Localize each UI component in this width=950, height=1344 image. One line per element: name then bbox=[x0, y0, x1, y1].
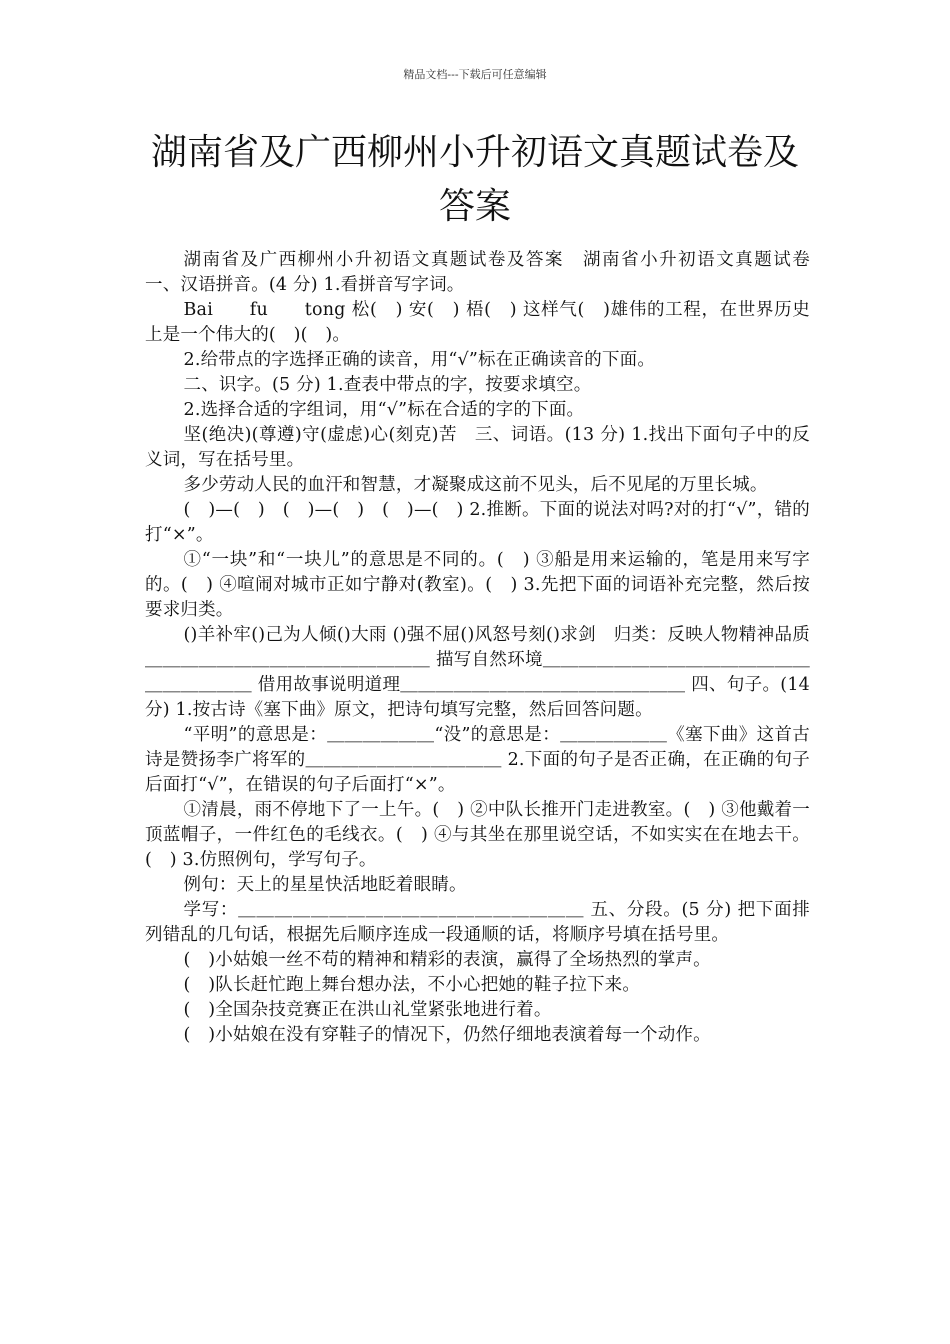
paragraph-poem: “平明”的意思是：＿＿＿＿＿＿“没”的意思是：＿＿＿＿＿＿《塞下曲》这首古诗是赞扬李广将军的＿＿＿＿＿＿＿＿＿＿＿ 2.下面的句子是否正确，在正确的句子后面打“√”，在错误的句子后面打“×”。 bbox=[145, 725, 810, 795]
document-title bbox=[120, 126, 830, 234]
paragraph-word-choice: 2.选择合适的字组词，用“√”标在合适的字的下面。 bbox=[183, 400, 585, 420]
paragraph-pronunciation: 2.给带点的字选择正确的读音，用“√”标在正确读音的下面。 bbox=[183, 350, 656, 370]
paragraph-intro: 湖南省及广西柳州小升初语文真题试卷及答案 湖南省小升初语文真题试卷 一、汉语拼音。(4 分) 1.看拼音写字词。 bbox=[145, 250, 828, 295]
paragraph-sentences: ①清晨，雨不停地下了一上午。( ) ②中队长推开门走进教室。( ) ③他戴着一顶蓝帽子，一件红色的毛线衣。( ) ④与其坐在那里说空话，不如实实在在地去干。( ) 3.仿照例句，学写句子。 bbox=[145, 800, 810, 870]
paragraph-example: 例句：天上的星星快活地眨着眼睛。 bbox=[183, 875, 467, 895]
paragraph-order-2: ( )队长赶忙跑上舞台想办法，不小心把她的鞋子拉下来。 bbox=[183, 975, 641, 995]
paragraph-idioms: ()羊补牢()己为人倾()大雨 ()强不屈()风怒号刻()求剑 归类：反映人物精神品质＿＿＿＿＿＿＿＿＿＿＿＿＿＿＿＿ 描写自然环境＿＿＿＿＿＿＿＿＿＿＿＿＿＿＿＿＿＿＿＿＿ 借用故事说明道理＿＿＿＿＿＿＿＿＿＿＿＿＿＿＿＿ 四、句子。(14 分) 1.按古诗《塞下曲》原文，把诗句填写完整，然后回答问题。 bbox=[145, 625, 810, 720]
paragraph-pinyin: Bai fu tong 松( ) 安( ) 梧( ) 这样气( )雄伟的工程，在世界历史上是一个伟大的( )( )。 bbox=[145, 300, 810, 345]
paragraph-practice: 学写：＿＿＿＿＿＿＿＿＿＿＿＿＿＿＿＿＿＿＿ 五、分段。(5 分) 把下面排列错乱的几句话，根据先后顺序连成一段通顺的话，将顺序号填在括号里。 bbox=[145, 900, 810, 945]
paragraph-great-wall: 多少劳动人民的血汗和智慧，才凝聚成这前不见头，后不见尾的万里长城。 bbox=[183, 475, 768, 495]
paragraph-section-3: 坚(绝决)(尊遵)守(虚虑)心(刻克)苦 三、词语。(13 分) 1.找出下面句子中的反义词，写在括号里。 bbox=[145, 425, 810, 470]
page-header-note: 精品文档---下载后可任意编辑 bbox=[403, 68, 547, 81]
paragraph-judgement: ①“一块”和“一块儿”的意思是不同的。( ) ③船是用来运输的，笔是用来写字的。( ) ④喧闹对城市正如宁静对(教室)。( ) 3.先把下面的词语补充完整，然后按要求归类。 bbox=[145, 550, 810, 620]
paragraph-antonyms: ( )—( ) ( )—( ) ( )—( ) 2.推断。下面的说法对吗?对的打“√”，错的打“×”。 bbox=[145, 500, 810, 545]
document-body bbox=[145, 248, 828, 1048]
paragraph-order-3: ( )全国杂技竞赛正在洪山礼堂紧张地进行着。 bbox=[183, 1000, 552, 1020]
paragraph-section-2: 二、识字。(5 分) 1.查表中带点的字，按要求填空。 bbox=[183, 375, 592, 395]
paragraph-order-4: ( )小姑娘在没有穿鞋子的情况下，仍然仔细地表演着每一个动作。 bbox=[183, 1025, 711, 1045]
title-line-2: 答案 bbox=[438, 186, 511, 227]
paragraph-order-1: ( )小姑娘一丝不苟的精神和精彩的表演，赢得了全场热烈的掌声。 bbox=[183, 950, 711, 970]
title-line-1: 湖南省及广西柳州小升初语文真题试卷及 bbox=[150, 132, 799, 173]
